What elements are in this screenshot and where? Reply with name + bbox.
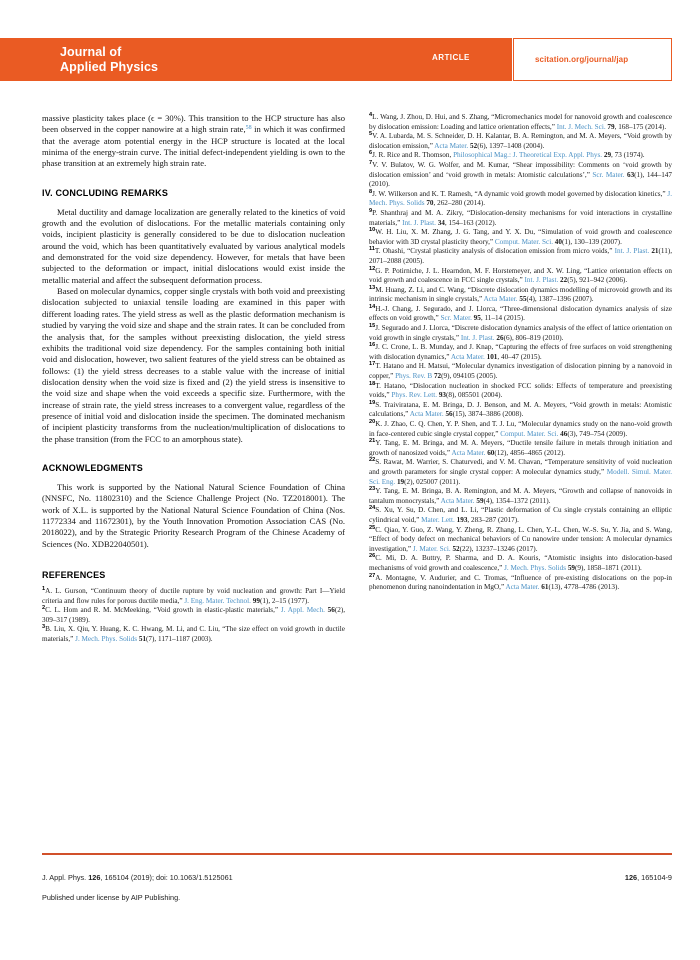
reference-item [369, 161, 672, 190]
reference-number: 18 [369, 380, 376, 387]
reference-text: , 262–280 (2014). [433, 199, 486, 208]
reference-text: A. Montagne, V. Audurier, and C. Tromas, “Influence of pre-existing dislocations on the pop-in phenomenon during nanoindentation in MgO,” [369, 573, 672, 592]
reference-journal-link[interactable]: Modell. Simul. Mater. Sci. Eng. [369, 467, 672, 486]
section-heading-concluding-remarks: IV. CONCLUDING REMARKS [42, 187, 169, 198]
reference-number: 11 [369, 246, 375, 253]
reference-list-left [42, 587, 345, 645]
footer-license-text: Published under license by AIP Publishing. [42, 893, 181, 902]
continued-paragraph-pre: massive plasticity takes place (ϵ = 30%). This transition to the HCP structure has also been observed in the copper nanowire at a high strain rate, [42, 113, 345, 135]
footer-citation-post: , 165104 (2019); doi: 10.1063/1.5125061 [100, 873, 233, 882]
reference-journal-link[interactable]: Mater. Lett. [421, 515, 455, 524]
reference-number: 25 [369, 524, 376, 531]
reference-number: 4 [369, 112, 373, 119]
reference-text: , 73 (1974). [611, 151, 645, 160]
reference-journal-link[interactable]: Int. J. Plast. [402, 218, 436, 227]
reference-item [369, 382, 672, 401]
reference-volume: 22 [560, 276, 568, 285]
reference-item [369, 190, 672, 209]
journal-url-link[interactable]: scitation.org/journal/jap [535, 55, 629, 64]
reference-volume: 56 [327, 606, 335, 615]
reference-volume: 55 [519, 295, 527, 304]
reference-number: 20 [369, 419, 376, 426]
reference-journal-link[interactable]: Phys. Rev. B [395, 372, 433, 381]
reference-number: 9 [369, 208, 373, 215]
reference-item [369, 554, 672, 573]
reference-journal-link[interactable]: Int. J. Plast. [614, 247, 650, 256]
reference-journal-link[interactable]: J. Mech. Phys. Solids [75, 634, 138, 643]
reference-number: 16 [369, 342, 376, 349]
reference-text: K. J. Zhao, C. Q. Chen, Y. P. Shen, and T. J. Lu, “Molecular dynamics study on the nano-void growth in face-centered cubic single crystal copper,” [369, 420, 672, 438]
reference-text: C. L. Hom and R. M. McMeeking, “Void growth in elastic-plastic materials,” [45, 606, 281, 615]
reference-item [369, 439, 672, 458]
reference-text: J. R. Rice and R. Thomson, [372, 151, 454, 160]
reference-journal-link[interactable]: Int. J. Plast. [460, 333, 495, 342]
reference-number: 10 [369, 227, 376, 234]
reference-item [369, 247, 672, 266]
footer-page-volume: 126 [624, 873, 638, 882]
reference-text: V. V. Bulatov, W. G. Wolfer, and M. Kumar, “Shear impossibility: Comments on ‘void growth by dislocation emission’ and ‘void growth in metals: Atomistic calculations’,” [369, 160, 672, 179]
reference-text: (1), 130–139 (2007). [561, 237, 622, 246]
reference-number: 19 [369, 400, 376, 407]
reference-text: (1), 144–147 (2010). [369, 170, 672, 189]
reference-text: S. Traiviratana, E. M. Bringa, D. J. Benson, and M. A. Meyers, “Void growth in metals: Atomistic calculations,” [369, 400, 672, 419]
journal-title-line1: Journal of [60, 45, 122, 59]
section-heading-acknowledgments: ACKNOWLEDGMENTS [42, 462, 143, 473]
section-heading-references: REFERENCES [42, 570, 106, 580]
reference-number: 5 [369, 131, 373, 138]
reference-text: (8), 085501 (2004). [446, 391, 503, 400]
citation-link-58[interactable]: 58 [245, 125, 252, 132]
footer-citation-volume: 126 [88, 873, 101, 882]
reference-text: (6), 1397–1408 (2004). [477, 141, 545, 150]
reference-text: (4), 1387–1396 (2007). [526, 295, 594, 304]
reference-text: , 40–47 (2015). [497, 352, 542, 361]
reference-text: (1), 2–15 (1977). [259, 596, 310, 605]
reference-text: Y. Tang, E. M. Bringa, B. A. Remington, and M. A. Meyers, “Growth and collapse of nanovoids in tantalum monocrystals,” [369, 487, 672, 505]
reference-journal-link[interactable]: Acta Mater. [409, 410, 444, 419]
reference-journal-link[interactable]: J. Mech. Phys. Solids [369, 189, 672, 208]
reference-item [369, 506, 672, 525]
reference-number: 27 [369, 572, 376, 579]
reference-volume: 40 [554, 237, 562, 246]
reference-volume: 99 [252, 596, 260, 605]
reference-item [369, 574, 672, 593]
reference-list-right [369, 113, 672, 593]
reference-text: T. Hatano and H. Matsui, “Molecular dynamics investigation of dislocation pinning by a nanovoid in copper,” [369, 362, 672, 381]
reference-text: C. Qiao, Y. Guo, Z. Wang, Y. Zheng, R. Zhang, L. Chen, Y.-L. Chen, W.-S. Su, Y. Jia, and S. Wang, “Effect of body defect on mechanical behaviors of Cu nanowire under tension: A molecular dynamics investigation,” [369, 525, 672, 553]
reference-item [369, 401, 672, 420]
reference-number: 7 [369, 160, 373, 167]
footer-page-ref: , 165104-9 [637, 873, 672, 882]
reference-text: , 11–14 (2015). [480, 314, 525, 323]
left-column [42, 113, 345, 645]
reference-text: S. Rawat, M. Warrier, S. Chaturvedi, and V. M. Chavan, “Temperature sensitivity of void nucleation and growth parameters for single crystal copper: A molecular dynamics study,” [369, 458, 672, 476]
continued-paragraph [42, 113, 345, 170]
reference-text: T. Ohashi, “Crystal plasticity analysis of dislocation emission from micro voids,” [374, 247, 615, 256]
acknowledgments-paragraph: This work is supported by the National Natural Science Foundation of China (NNSFC, No. 11802310) and the Science Challenge Project (No. TZ2018001). The work of X.L. is supported by the National Natural Science Foundation of China (Nos. 11772334 and 11672301), by the Youth Innovation Promotion Association CAS (No. 2018022), and by the Strategic Priority Research Program of the Chinese Academy of Sciences (No. XDB22040501). [42, 481, 345, 549]
reference-volume: 21 [651, 247, 659, 256]
reference-text: , 154–163 (2012). [444, 218, 497, 227]
reference-item [369, 286, 672, 305]
reference-journal-link[interactable]: J. Mater. Sci. [412, 544, 451, 553]
reference-text: B. Liu, X. Qiu, Y. Huang, K. C. Hwang, M. Li, and C. Liu, “The size effect on void growth in ductile materials,” [42, 625, 345, 643]
reference-number: 15 [369, 323, 376, 330]
reference-text: (12), 4856–4865 (2012). [494, 448, 566, 457]
reference-text: J. W. Wilkerson and K. T. Ramesh, “A dynamic void growth model governed by dislocation kinetics,” [372, 189, 668, 198]
reference-number: 13 [369, 284, 376, 291]
reference-item [369, 362, 672, 381]
reference-text: Y. Tang, E. M. Bringa, and M. A. Meyers, “Ductile tensile failure in metals through initiation and growth of nanosized voids,” [369, 439, 672, 457]
reference-volume: 59 [476, 496, 484, 505]
reference-item [369, 324, 672, 343]
reference-number: 2 [42, 605, 46, 612]
reference-text: (2), 025007 (2011). [404, 477, 461, 486]
reference-journal-link[interactable]: Scr. Mater. [592, 170, 625, 179]
reference-number: 14 [369, 304, 376, 311]
footer-citation-pre: J. Appl. Phys. [42, 873, 89, 882]
reference-text: (9), 094105 (2005). [441, 372, 498, 381]
reference-text: (15), 3874–3886 (2008). [452, 410, 524, 419]
reference-volume: 59 [567, 563, 576, 572]
reference-number: 12 [369, 265, 376, 272]
reference-volume: 51 [138, 634, 147, 643]
reference-text: L. Wang, J. Zhou, D. Hui, and S. Zhang, “Micromechanics model for nanovoid growth and coalescence by dislocation emission: Loading and lattice orientation effects,” [369, 113, 672, 131]
reference-journal-link[interactable]: Int. J. Mech. Sci. [556, 122, 606, 131]
reference-text: W. H. Liu, X. M. Zhang, J. G. Tang, and Y. X. Du, “Simulation of void growth and coalescence behavior with 3D crystal plasticity theory,” [369, 228, 672, 246]
reference-journal-link[interactable]: Acta Mater. [505, 583, 540, 592]
reference-item [369, 458, 672, 487]
reference-item [369, 228, 672, 247]
reference-number: 8 [369, 188, 373, 195]
reference-number: 3 [42, 624, 46, 631]
reference-text: (13), 4778–4786 (2013). [548, 583, 620, 592]
reference-text: P. Shanthraj and M. A. Zikry, “Dislocation-density mechanisms for void interactions in crystalline materials,” [369, 208, 672, 227]
reference-text: (9), 1858–1871 (2011). [575, 563, 642, 572]
reference-journal-link[interactable]: J. Eng. Mater. Technol. [184, 596, 251, 605]
reference-item [369, 267, 672, 286]
reference-text: A. L. Gurson, “Continuum theory of ductile rupture by void nucleation and growth: Part I—Yield criteria and flow rules for porous ductile media,” [42, 587, 345, 605]
reference-item [369, 151, 672, 161]
reference-journal-link[interactable]: Acta Mater. [450, 352, 485, 361]
reference-journal-link[interactable]: Phys. Rev. Lett. [391, 391, 438, 400]
reference-text: C. Mi, D. A. Buttry, P. Sharma, and D. A. Kouris, “Atomistic insights into dislocation-based mechanisms of void growth and coalescence,” [369, 554, 672, 572]
reference-text: (7), 1171–1187 (2003). [146, 634, 213, 643]
reference-volume: 26 [496, 333, 504, 342]
reference-journal-link[interactable]: J. Appl. Mech. [280, 606, 325, 615]
concluding-paragraph-2: Based on molecular dynamics, copper single crystals with both void and preexisting dislocation subjected to uniaxial tensile loading are examined in this paper with different loading rates. The yield stress as well as the plastic deformation mechanism is studied by varying the void size and shape and the strain rates. It can be concluded from the analysis that, for the samples without preexisting dislocation, the yield stress exhibits the traditional void size dependency. For the samples containing both initial void and dislocation, however, two salient features of the yield stress can be obtained as follows: (1) the yield stress decreases to a stable value with the increase of initial dislocation density when the void size is fixed and (2) the yield stress is insensitive to the void size and shape when the void exceeds a specific size. Furthermore, with the increase of strain rate, the yield stress increases to a convergent value, regardless of the presence of initial void and dislocation inside the specimen. The dominated mechanism of incipient plasticity transforms from the nucleation/multiplication of dislocations to the phase transition (from the FCC to an amorphous state). [42, 286, 345, 444]
reference-text: (6), 806–819 (2010). [503, 333, 564, 342]
reference-journal-link[interactable]: Comput. Mater. Sci. [500, 429, 559, 438]
reference-number: 22 [369, 457, 376, 464]
reference-text: J. Segurado and J. Llorca, “Discrete dislocation dynamics analysis of the effect of lattice orientation on void growth in single crystals,” [369, 324, 672, 342]
footer-divider-rule [42, 853, 672, 855]
reference-number: 23 [369, 486, 376, 493]
reference-text: H.-J. Chang, J. Segurado, and J. Llorca, “Three-dimensional dislocation dynamics analysis of size effects on void growth,” [369, 304, 672, 323]
reference-volume: 95 [473, 314, 481, 323]
reference-volume: 34 [437, 218, 445, 227]
reference-number: 1 [42, 586, 46, 593]
reference-volume: 72 [433, 372, 442, 381]
footer-citation [42, 873, 233, 882]
reference-text: M. Huang, Z. Li, and C. Wang, “Discrete dislocation dynamics modelling of microvoid growth and its intrinsic mechanism in single crystals,” [369, 285, 672, 304]
reference-item [369, 420, 672, 439]
reference-item [42, 625, 345, 644]
reference-item [369, 487, 672, 506]
reference-volume: 63 [626, 170, 635, 179]
reference-text: J. C. Crone, L. B. Munday, and J. Knap, “Capturing the effects of free surfaces on void strengthening with dislocation dynamics,” [369, 343, 672, 361]
reference-item [42, 587, 345, 606]
reference-volume: 61 [541, 583, 549, 592]
reference-number: 26 [369, 553, 376, 560]
reference-volume: 52 [452, 544, 460, 553]
reference-item [369, 305, 672, 324]
reference-volume: 70 [426, 199, 434, 208]
reference-number: 17 [369, 361, 376, 368]
reference-journal-link[interactable]: Comput. Mater. Sci. [494, 237, 553, 246]
continued-paragraph-post: in which it was confirmed that the average atom potential energy in the HCP structure is located at the local minima of the energy-strain curve. The initial defect-independent yielding is own to the phase transition at an extremely high strain rate. [42, 124, 345, 169]
reference-volume: 101 [486, 352, 498, 361]
reference-journal-link[interactable]: Acta Mater. [451, 448, 486, 457]
reference-volume: 52 [470, 141, 478, 150]
reference-text: (2), 309–317 (1989). [42, 606, 346, 624]
reference-item [42, 606, 345, 625]
reference-item [369, 343, 672, 362]
reference-volume: 29 [603, 151, 612, 160]
reference-item [369, 209, 672, 228]
reference-volume: 46 [560, 429, 568, 438]
reference-text: G. P. Potirniche, J. L. Hearndon, M. F. Horstemeyer, and X. W. Ling, “Lattice orientation effects on void growth and coalescence in FCC single crystals,” [369, 266, 672, 285]
right-column [369, 113, 672, 593]
concluding-paragraph-1: Metal ductility and damage localization are generally related to the kinetics of void growth and the evolution of dislocations. For the metallic materials containing only voids, incipient plasticity is generally considered to be due to dislocation nucleation around the void, which has been quantitatively evaluated by various analytical models and demonstrated for the void size dependency. However, for metals that have been subjected to the deformation or impact, initial dislocations would exist inside the metallic material and affect the subsequent deformation process. [42, 206, 345, 285]
article-type-label: ARTICLE [432, 53, 470, 62]
reference-text: (4), 1354–1372 (2011). [483, 496, 551, 505]
reference-item [369, 113, 672, 132]
reference-journal-link[interactable]: Philosophical Mag.: J. Theoretical Exp. Appl. Phys. [453, 151, 603, 160]
footer-page-marker [600, 873, 672, 882]
page-masthead [0, 38, 700, 81]
reference-number: 21 [369, 438, 376, 445]
reference-journal-link[interactable]: Acta Mater. [434, 141, 469, 150]
reference-volume: 56 [445, 410, 453, 419]
reference-text: T. Hatano, “Dislocation nucleation in shocked FCC solids: Effects of temperature and preexisting voids,” [369, 381, 672, 400]
reference-item [369, 132, 672, 151]
journal-title [60, 45, 158, 74]
reference-item [369, 526, 672, 555]
journal-url-box[interactable] [513, 38, 672, 81]
reference-number: 6 [369, 150, 373, 157]
reference-volume: 79 [607, 122, 615, 131]
reference-journal-link[interactable]: Int. J. Plast. [524, 276, 559, 285]
reference-text: S. Xu, Y. Su, D. Chen, and L. Li, “Plastic deformation of Cu single crystals containing an elliptic cylindrical void,” [369, 506, 672, 524]
reference-volume: 19 [396, 477, 405, 486]
reference-volume: 193 [456, 515, 468, 524]
reference-journal-link[interactable]: Scr. Mater. [440, 314, 472, 323]
reference-text: , 283–287 (2017). [467, 515, 519, 524]
reference-journal-link[interactable]: J. Mech. Phys. Solids [504, 563, 567, 572]
reference-number: 24 [369, 505, 376, 512]
reference-text: (3), 749–754 (2009). [567, 429, 628, 438]
reference-text: (22), 13237–13246 (2017). [459, 544, 538, 553]
reference-volume: 93 [438, 391, 446, 400]
reference-text: (11), 2071–2088 (2005). [369, 247, 673, 265]
reference-journal-link[interactable]: Acta Mater. [483, 295, 518, 304]
reference-text: (5), 921–942 (2006). [567, 276, 628, 285]
reference-volume: 60 [487, 448, 495, 457]
journal-title-line2: Applied Physics [60, 59, 159, 74]
reference-text: V. A. Lubarda, M. S. Schneider, D. H. Kalantar, B. A. Remington, and M. A. Meyers, “Void growth by dislocation emission,” [369, 132, 672, 150]
reference-text: , 168–175 (2014). [614, 122, 667, 131]
reference-journal-link[interactable]: Acta Mater. [440, 496, 475, 505]
